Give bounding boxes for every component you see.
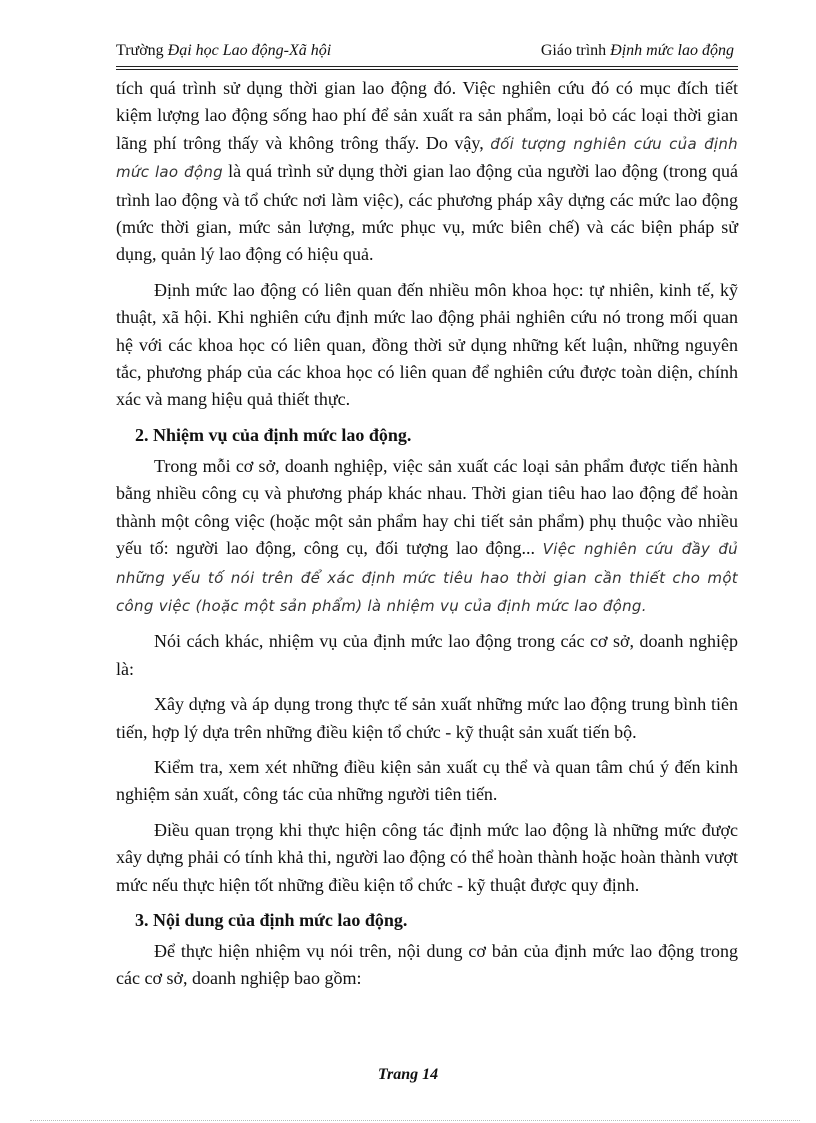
header-school-name: Đại học Lao động-Xã hội — [167, 42, 332, 59]
section-heading-3: 3. Nội dung của định mức lao động. — [135, 909, 408, 930]
paragraph-1-text-a: tích quá trình sử dụng thời gian lao động đó. Việc nghiên cứu đó có mục đích tiết kiệm lượng lao động sống hao phí để sản xuất ra sản phẩm, loại bỏ các loại thời gian lãng phí trông thấy và không trông thấy. Do vậy, — [116, 78, 738, 153]
paragraph-4: Nói cách khác, nhiệm vụ của định mức lao động trong các cơ sở, doanh nghiệp là: — [116, 631, 738, 679]
paragraph-8: Để thực hiện nhiệm vụ nói trên, nội dung cơ bản của định mức lao động trong các cơ sở, doanh nghiệp bao gồm: — [116, 940, 738, 989]
bottom-dotted-rule — [30, 1120, 800, 1121]
page-body — [116, 75, 738, 1001]
paragraph-3 — [116, 453, 738, 620]
paragraph-3-italic: Việc nghiên cứu đầy đủ những yếu tố nói trên để xác định mức tiêu hao thời gian cần thiết cho một công việc (hoặc một sản phẩm) là nhiệm vụ của định mức lao động. — [116, 540, 738, 615]
paragraph-7: Điều quan trọng khi thực hiện công tác định mức lao động là những mức được xây dựng phải có tính khả thi, người lao động có thể hoàn thành hoặc hoàn thành vượt mức nếu thực hiện tốt những điều kiện tổ chức - kỹ thuật được quy định. — [116, 819, 738, 895]
paragraph-5: Xây dựng và áp dụng trong thực tế sản xuất những mức lao động trung bình tiên tiến, hợp lý dựa trên những điều kiện tổ chức - kỹ thuật sản xuất tiến bộ. — [116, 694, 738, 742]
header-book — [541, 42, 734, 60]
paragraph-3-text: Trong mỗi cơ sở, doanh nghiệp, việc sản xuất các loại sản phẩm được tiến hành bằng nhiều công cụ và phương pháp khác nhau. Thời gian tiêu hao lao động để hoàn thành một công việc (hoặc một sản phẩm hay chi tiết sản phẩm) phụ thuộc vào nhiều yếu tố: người lao động, công cụ, đối tượng lao động... — [116, 455, 738, 559]
header-school — [116, 42, 331, 60]
header-school-prefix: Trường — [116, 42, 168, 59]
header-rule — [116, 66, 738, 70]
page-number: Trang 14 — [377, 1066, 439, 1083]
paragraph-2: Định mức lao động có liên quan đến nhiều môn khoa học: tự nhiên, kinh tế, kỹ thuật, xã hội. Khi nghiên cứu định mức lao động phải nghiên cứu nó trong mối quan hệ với các khoa học có liên quan, đồng thời sử dụng những kết luận, những nguyên tắc, phương pháp của các khoa học có liên quan để nghiên cứu được toàn diện, chính xác và mang hiệu quả thiết thực. — [116, 279, 738, 410]
section-heading-2: 2. Nhiệm vụ của định mức lao động. — [135, 424, 412, 445]
header-book-prefix: Giáo trình — [540, 42, 611, 59]
paragraph-6: Kiểm tra, xem xét những điều kiện sản xuất cụ thể và quan tâm chú ý đến kinh nghiệm sản xuất, công tác của những người tiên tiến. — [116, 756, 738, 805]
paragraph-1 — [116, 75, 738, 269]
header-book-name: Định mức lao động — [610, 42, 734, 59]
paragraph-1-italic: đối tượng nghiên cứu của định mức lao động — [116, 134, 738, 182]
paragraph-1-text-b: là quá trình sử dụng thời gian lao động của người lao động (trong quá trình lao động và tổ chức nơi làm việc), các phương pháp xây dựng các mức lao động (mức thời gian, mức sản lượng, mức phục vụ, mức biên chế) và các biện pháp sử dụng, quản lý lao động có hiệu quả. — [116, 161, 739, 265]
page-header — [116, 40, 734, 66]
